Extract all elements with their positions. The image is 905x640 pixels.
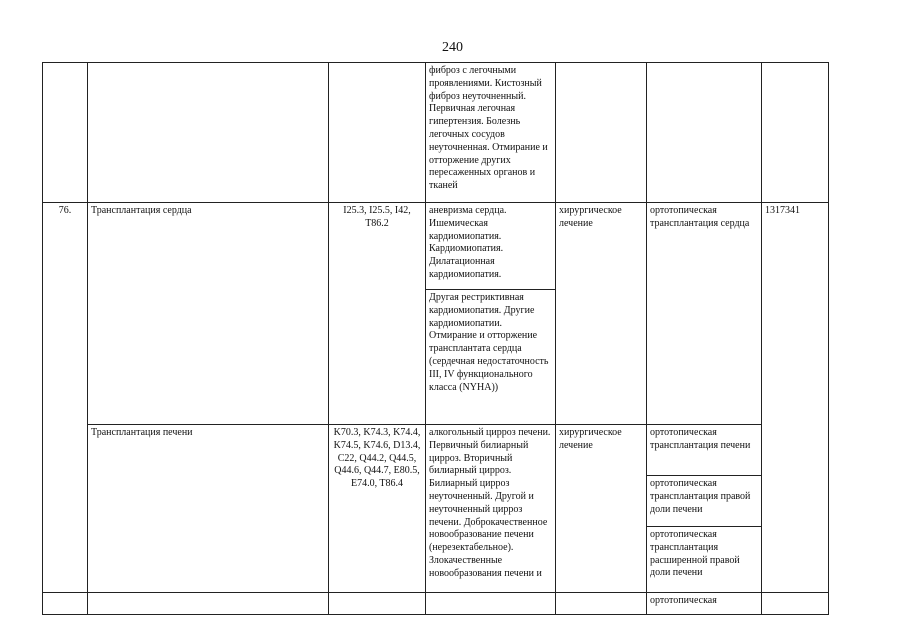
cell-cost bbox=[762, 63, 829, 203]
cell-method: ортотопическая трансплантация печени bbox=[647, 425, 762, 476]
cell-method: ортотопическая трансплантация правой доли печени bbox=[647, 476, 762, 527]
cell-cost bbox=[762, 593, 829, 615]
table-row-continuation bbox=[43, 63, 829, 203]
table-row-heart bbox=[43, 203, 829, 290]
cell-diagnosis bbox=[426, 593, 556, 615]
cell-diagnosis: Другая рестриктивная кардиомиопатия. Другие кардиомиопатии. Отмирание и отторжение трансплантата сердца (сердечная недостаточность III, IV функционального класса (NYHA)) bbox=[426, 290, 556, 425]
cell-diagnosis: аневризма сердца. Ишемическая кардиомиопатия. Кардиомиопатия. Дилатационная кардиомиопатия. bbox=[426, 203, 556, 290]
cell-name: Трансплантация сердца bbox=[88, 203, 329, 425]
cell-cost: 1317341 bbox=[762, 203, 829, 593]
cell-name bbox=[88, 63, 329, 203]
cell-method bbox=[647, 63, 762, 203]
cell-diagnosis: алкогольный цирроз печени. Первичный билиарный цирроз. Вторичный билиарный цирроз. Билиарный цирроз неуточненный. Другой и неуточненный цирроз печени. Доброкачественное новообразование печени (нерезектабельное). Злокачественные новообразования печени и bbox=[426, 425, 556, 593]
cell-codes bbox=[329, 63, 426, 203]
cell-name bbox=[88, 593, 329, 615]
cell-codes: K70.3, K74.3, K74.4, K74.5, K74.6, D13.4, C22, Q44.2, Q44.5, Q44.6, Q44.7, E80.5, E74.0, T86.4 bbox=[329, 425, 426, 593]
cell-number bbox=[43, 63, 88, 203]
cell-treatment-type bbox=[556, 593, 647, 615]
cell-diagnosis: фиброз с легочными проявлениями. Кистозный фиброз неуточненный. Первичная легочная гипертензия. Болезнь легочных сосудов неуточненная. Отмирание и отторжение других пересаженных органов и тканей bbox=[426, 63, 556, 203]
page-number: 240 bbox=[442, 40, 463, 55]
table-row-liver bbox=[43, 425, 829, 476]
cell-method: ортотопическая bbox=[647, 593, 762, 615]
cell-name: Трансплантация печени bbox=[88, 425, 329, 593]
cell-method: ортотопическая трансплантация сердца bbox=[647, 203, 762, 425]
cell-method: ортотопическая трансплантация расширенной правой доли печени bbox=[647, 527, 762, 593]
cell-treatment-type: хирургическое лечение bbox=[556, 425, 647, 593]
cell-treatment-type bbox=[556, 63, 647, 203]
cell-number bbox=[43, 593, 88, 615]
cell-codes bbox=[329, 593, 426, 615]
cell-treatment-type: хирургическое лечение bbox=[556, 203, 647, 425]
cell-codes: I25.3, I25.5, I42, T86.2 bbox=[329, 203, 426, 425]
treatment-table bbox=[42, 62, 829, 615]
cell-number: 76. bbox=[43, 203, 88, 593]
table-row-liver-method-4 bbox=[43, 593, 829, 615]
